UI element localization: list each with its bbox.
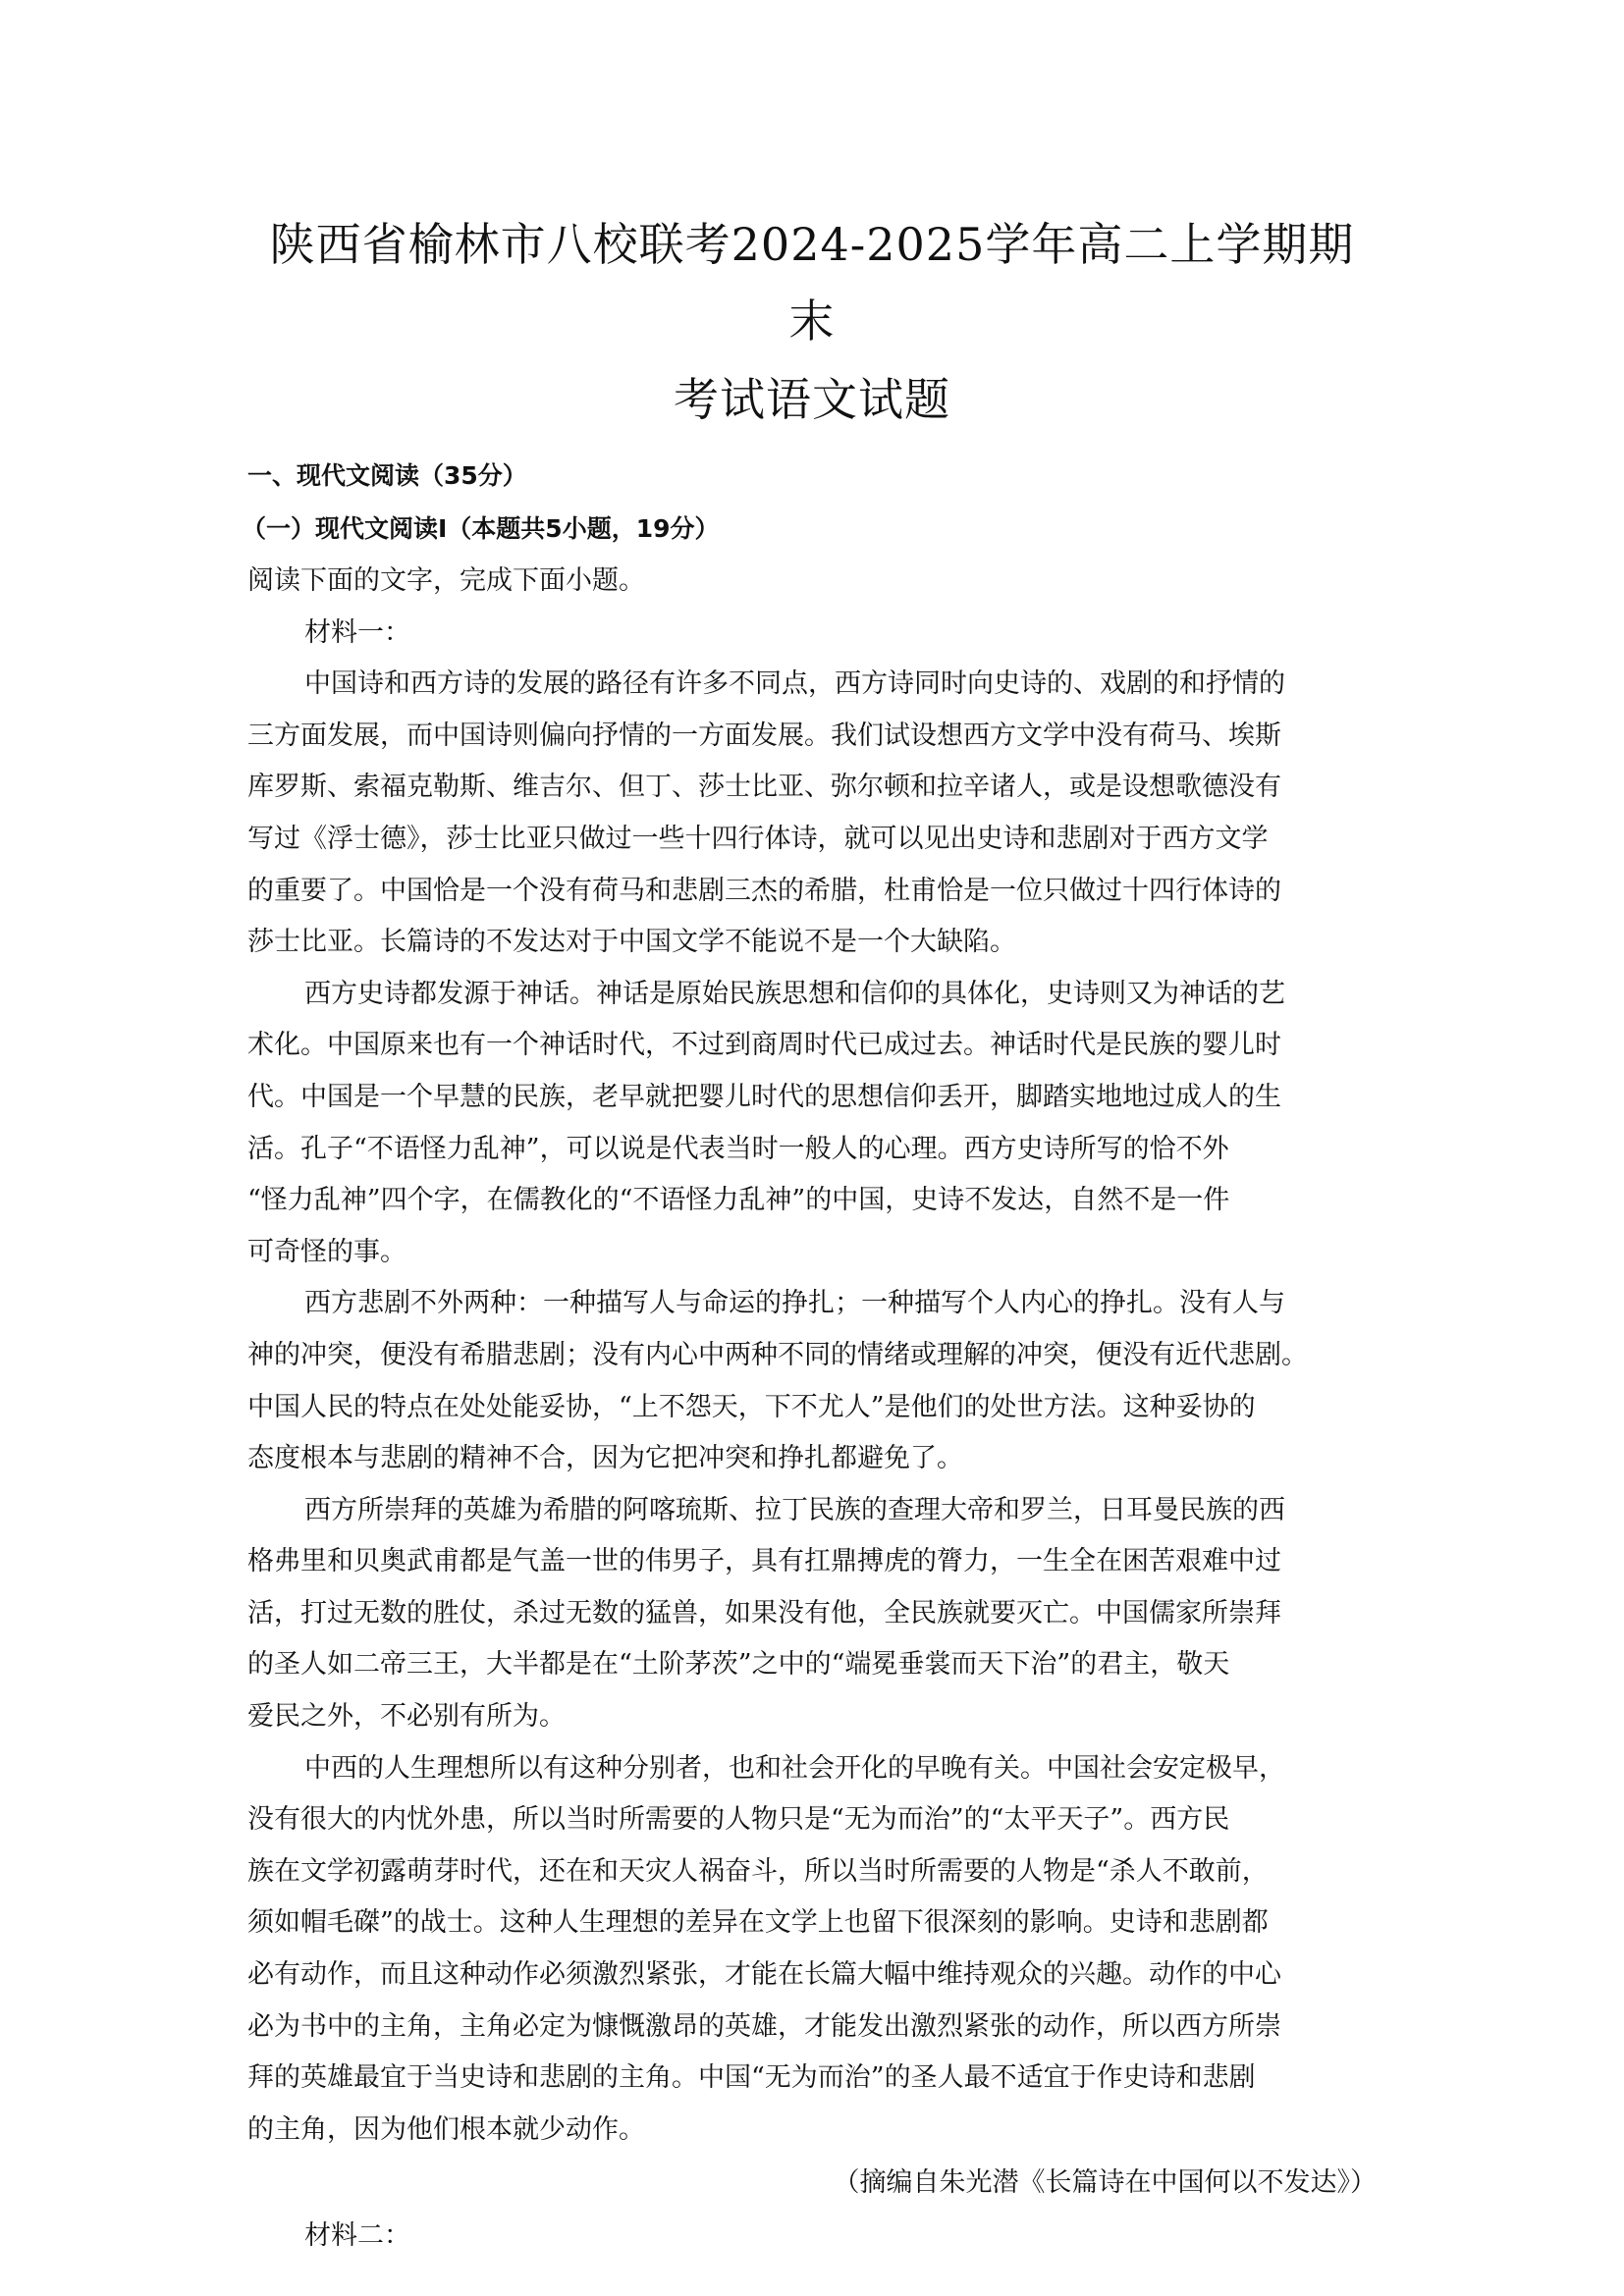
- paragraph: [247, 659, 1377, 969]
- paragraph-line: “怪力乱神”四个字，在儒教化的“不语怪力乱神”的中国，史诗不发达，自然不是一件: [247, 1185, 1230, 1216]
- exam-title: [247, 206, 1377, 438]
- paragraph: [247, 969, 1377, 1279]
- paragraph-line: 写过《浮士德》，莎士比亚只做过一些十四行体诗，就可以见出史诗和悲剧对于西方文学: [247, 823, 1269, 854]
- paragraph-line: 西方悲剧不外两种：一种描写人与命运的挣扎；一种描写个人内心的挣扎。没有人与: [304, 1288, 1285, 1319]
- subsection-heading: （一）现代文阅读I（本题共5小题，19分）: [242, 514, 720, 543]
- paragraph-line: 格弗里和贝奥武甫都是气盖一世的伟男子，具有扛鼎搏虎的膂力，一生全在困苦艰难中过: [247, 1546, 1281, 1577]
- title-line-2: 考试语文试题: [674, 373, 950, 426]
- paragraph-line: 西方史诗都发源于神话。神话是原始民族思想和信仰的具体化，史诗则又为神话的艺: [304, 978, 1285, 1009]
- paragraph-line: 三方面发展，而中国诗则偏向抒情的一方面发展。我们试设想西方文学中没有荷马、埃斯: [247, 720, 1281, 751]
- paragraph-line: 须如帽毛磔”的战士。这种人生理想的差异在文学上也留下很深刻的影响。史诗和悲剧都: [247, 1907, 1269, 1939]
- section-heading: 一、现代文阅读（35分）: [247, 461, 527, 490]
- paragraph-line: 态度根本与悲剧的精神不合，因为它把冲突和挣扎都避免了。: [247, 1443, 963, 1474]
- paragraph-line: 的圣人如二帝三王，大半都是在“土阶茅茨”之中的“端冕垂裳而天下治”的君主，敬天: [247, 1649, 1230, 1681]
- paragraph-line: 中国诗和西方诗的发展的路径有许多不同点，西方诗同时向史诗的、戏剧的和抒情的: [304, 668, 1285, 700]
- paragraph-line: 中国人民的特点在处处能妥协，“上不怨天，下不尤人”是他们的处世方法。这种妥协的: [247, 1391, 1256, 1422]
- paragraph-line: 活。孔子“不语怪力乱神”，可以说是代表当时一般人的心理。西方史诗所写的恰不外: [247, 1133, 1229, 1164]
- paragraph-line: 的重要了。中国恰是一个没有荷马和悲剧三杰的希腊，杜甫恰是一位只做过十四行体诗的: [247, 875, 1281, 906]
- paragraph-line: 必有动作，而且这种动作必须激烈紧张，才能在长篇大幅中维持观众的兴趣。动作的中心: [247, 1959, 1281, 1991]
- paragraph: [247, 1485, 1377, 1743]
- material-1-body: [247, 659, 1377, 2156]
- paragraph: [247, 1743, 1377, 2157]
- paragraph-line: 没有很大的内忧外患，所以当时所需要的人物只是“无为而治”的“太平天子”。西方民: [247, 1804, 1230, 1836]
- material-1-label: 材料一：: [304, 616, 410, 648]
- paragraph-line: 神的冲突，便没有希腊悲剧；没有内心中两种不同的情绪或理解的冲突，便没有近代悲剧。: [247, 1339, 1308, 1370]
- paragraph: [247, 1278, 1377, 1484]
- material-2-label: 材料二：: [304, 2220, 410, 2252]
- paragraph-line: 的主角，因为他们根本就少动作。: [247, 2113, 645, 2145]
- paragraph-line: 活，打过无数的胜仗，杀过无数的猛兽，如果没有他，全民族就要灭亡。中国儒家所崇拜: [247, 1597, 1281, 1629]
- paragraph-line: 可奇怪的事。: [247, 1236, 406, 1267]
- paragraph-line: 库罗斯、索福克勒斯、维吉尔、但丁、莎士比亚、弥尔顿和拉辛诸人，或是设想歌德没有: [247, 772, 1281, 803]
- paragraph-line: 术化。中国原来也有一个神话时代，不过到商周时代已成过去。神话时代是民族的婴儿时: [247, 1030, 1281, 1061]
- paragraph-line: 必为书中的主角，主角必定为慷慨激昂的英雄，才能发出激烈紧张的动作，所以西方所崇: [247, 2010, 1281, 2042]
- instruction-text: 阅读下面的文字，完成下面小题。: [247, 565, 645, 596]
- paragraph-line: 族在文学初露萌芽时代，还在和天灾人祸奋斗，所以当时所需要的人物是“杀人不敢前，: [247, 1855, 1269, 1887]
- exam-page: [242, 206, 1377, 2263]
- source-citation: （摘编自朱光潜《长篇诗在中国何以不发达》）: [833, 2167, 1377, 2199]
- paragraph-line: 爱民之外，不必别有所为。: [247, 1701, 566, 1733]
- paragraph-line: 拜的英雄最宜于当史诗和悲剧的主角。中国“无为而治”的圣人最不适宜于作史诗和悲剧: [247, 2062, 1256, 2094]
- title-line-1: 陕西省榆林市八校联考2024-2025学年高二上学期期末: [269, 218, 1355, 347]
- paragraph-line: 代。中国是一个早慧的民族，老早就把婴儿时代的思想信仰丢开，脚踏实地地过成人的生: [247, 1081, 1281, 1112]
- paragraph-line: 中西的人生理想所以有这种分别者，也和社会开化的早晚有关。中国社会安定极早，: [304, 1752, 1285, 1784]
- paragraph-line: 莎士比亚。长篇诗的不发达对于中国文学不能说不是一个大缺陷。: [247, 927, 1016, 958]
- paragraph-line: 西方所崇拜的英雄为希腊的阿喀琉斯、拉丁民族的查理大帝和罗兰，日耳曼民族的西: [304, 1494, 1285, 1525]
